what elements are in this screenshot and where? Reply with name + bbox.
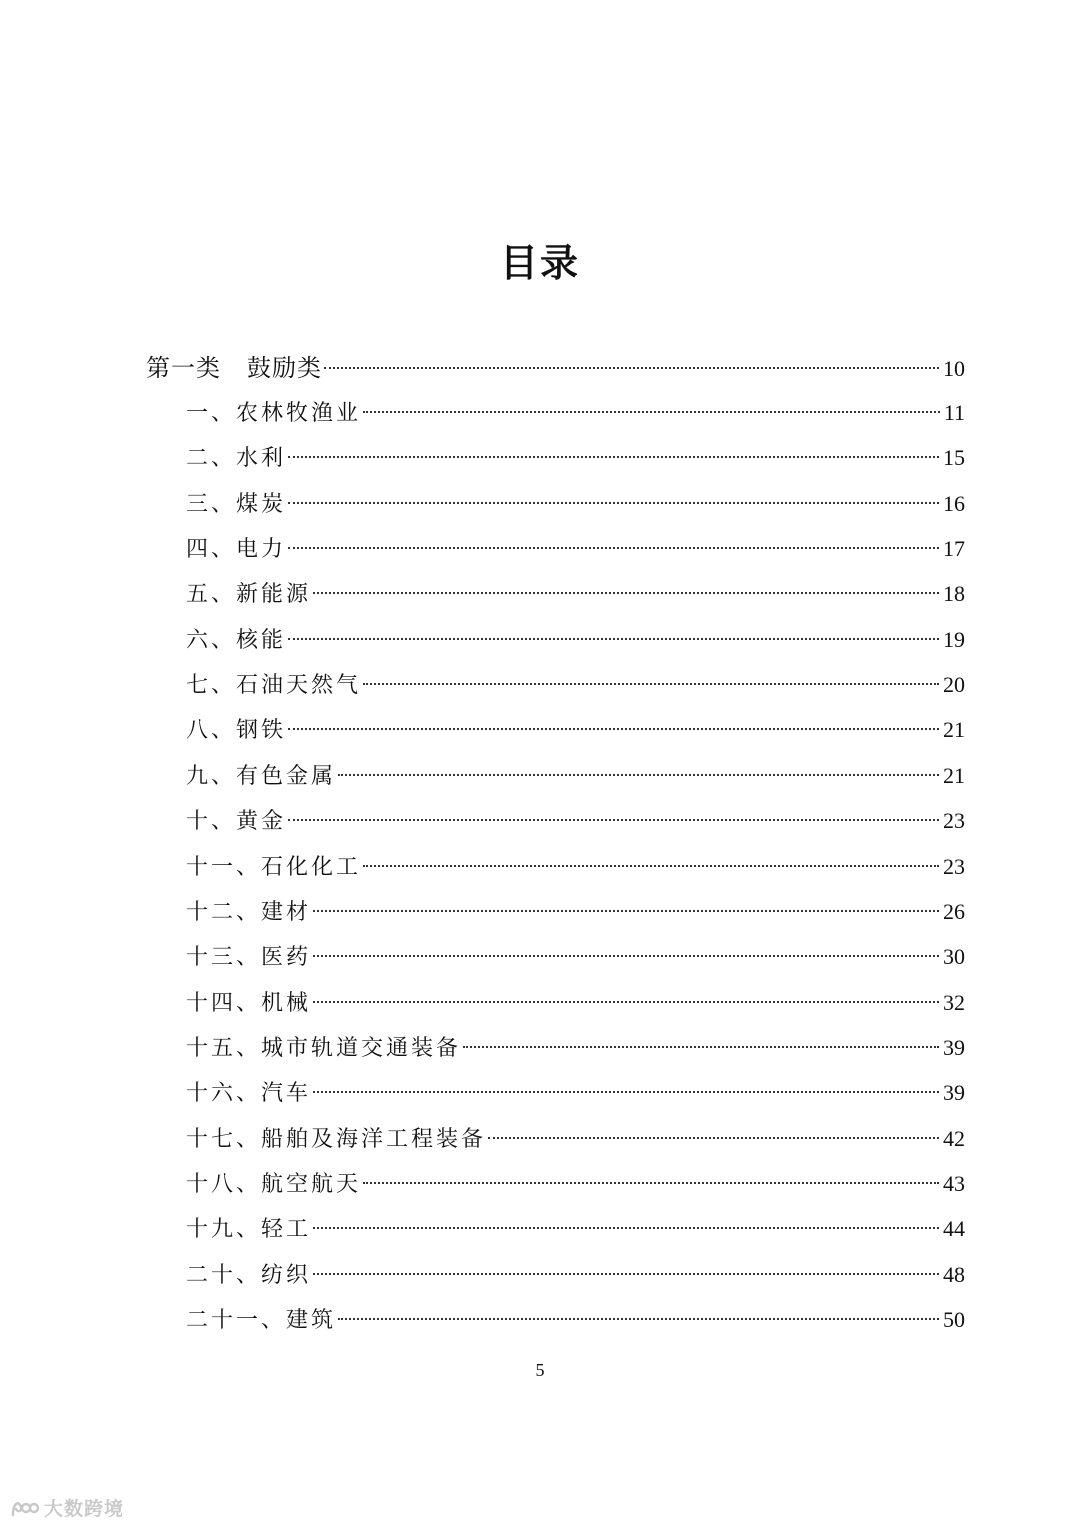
toc-item-row[interactable]	[186, 1257, 965, 1293]
toc-item-page: 19	[943, 626, 965, 652]
toc-item-page: 42	[943, 1125, 965, 1151]
toc-dot-leader	[313, 1001, 939, 1003]
toc-item-row[interactable]	[186, 1302, 965, 1338]
toc-item-row[interactable]	[186, 1030, 965, 1066]
toc-dot-leader	[288, 456, 939, 458]
toc-dot-leader	[313, 592, 939, 594]
toc-item-label: 九、有色金属	[186, 763, 337, 789]
toc-item-label: 十四、机械	[186, 990, 312, 1016]
toc-heading-row[interactable]	[146, 350, 965, 386]
toc-dot-leader	[288, 547, 939, 549]
toc-item-page: 39	[943, 1080, 965, 1106]
toc-item-row[interactable]	[186, 576, 965, 612]
toc-item-page: 16	[943, 490, 965, 516]
toc-dot-leader	[313, 955, 939, 957]
toc-item-row[interactable]	[186, 1166, 965, 1202]
toc-item-row[interactable]	[186, 894, 965, 930]
toc-item-label: 八、钢铁	[186, 718, 287, 744]
toc-item-page: 50	[943, 1307, 965, 1332]
toc-item-row[interactable]	[186, 440, 965, 476]
toc-item-page: 39	[943, 1034, 965, 1060]
toc-heading-part: 第一类	[146, 354, 221, 382]
toc-dot-leader	[324, 367, 939, 369]
toc-item-row[interactable]	[186, 849, 965, 885]
watermark	[10, 1494, 124, 1521]
toc-item-label: 十七、船舶及海洋工程装备	[186, 1126, 487, 1152]
toc-dot-leader	[288, 502, 939, 504]
toc-item-page: 15	[943, 445, 965, 471]
toc-heading-page: 10	[943, 356, 965, 381]
toc-item-row[interactable]	[186, 712, 965, 748]
toc-item-row[interactable]	[186, 803, 965, 839]
toc-item-label: 五、新能源	[186, 582, 312, 608]
toc-item-row[interactable]	[186, 1075, 965, 1111]
toc-item-page: 32	[943, 989, 965, 1015]
toc-item-label: 二、水利	[186, 446, 287, 472]
toc-item-row[interactable]	[186, 939, 965, 975]
toc-item-label: 十三、医药	[186, 945, 312, 971]
toc-item-row[interactable]	[186, 758, 965, 794]
toc-dot-leader	[313, 1227, 939, 1229]
toc-heading-name: 鼓励类	[247, 354, 322, 382]
toc-dot-leader	[313, 1273, 939, 1275]
toc-item-page: 11	[943, 400, 965, 425]
toc-item-label: 十、黄金	[186, 809, 287, 835]
toc-item-label: 十一、石化化工	[186, 854, 362, 880]
toc-item-row[interactable]	[186, 667, 965, 703]
toc-item-row[interactable]	[186, 622, 965, 658]
toc-item-row[interactable]	[186, 395, 965, 431]
toc-item-label: 十二、建材	[186, 899, 312, 925]
toc-item-label: 二十、纺织	[186, 1262, 312, 1288]
toc-item-row[interactable]	[186, 1211, 965, 1247]
toc-dot-leader	[338, 1318, 939, 1320]
toc-item-page: 21	[943, 717, 965, 743]
page-number: 5	[535, 1360, 545, 1380]
toc-item-page: 44	[943, 1216, 965, 1242]
toc-dot-leader	[288, 819, 939, 821]
toc-item-label: 三、煤炭	[186, 491, 287, 517]
toc-dot-leader	[313, 1091, 939, 1093]
toc-item-page: 20	[943, 672, 965, 698]
toc-item-row[interactable]	[186, 531, 965, 567]
page-title: 目录	[499, 241, 580, 285]
toc-dot-leader	[463, 1046, 939, 1048]
toc-heading-label	[146, 350, 322, 386]
toc-item-page: 30	[943, 944, 965, 970]
toc-item-label: 四、电力	[186, 537, 287, 563]
toc-item-row[interactable]	[186, 985, 965, 1021]
toc-dot-leader	[338, 774, 939, 776]
toc-item-label: 十五、城市轨道交通装备	[186, 1035, 462, 1061]
toc-item-page: 17	[943, 536, 965, 562]
toc-item-label: 十九、轻工	[186, 1217, 312, 1243]
toc-item-page: 26	[943, 898, 965, 924]
toc-dot-leader	[363, 865, 939, 867]
toc-dot-leader	[288, 728, 939, 730]
toc-item-label: 十八、航空航天	[186, 1171, 362, 1197]
toc-dot-leader	[363, 1182, 939, 1184]
toc-dot-leader	[313, 910, 939, 912]
toc-item-label: 七、石油天然气	[186, 673, 362, 699]
toc-item-page: 23	[943, 853, 965, 879]
toc-dot-leader	[288, 638, 939, 640]
toc-item-label: 六、核能	[186, 627, 287, 653]
toc-item-label: 十六、汽车	[186, 1081, 312, 1107]
toc-item-label: 二十一、建筑	[186, 1308, 337, 1333]
toc-item-page: 23	[943, 808, 965, 834]
toc-dot-leader	[363, 683, 939, 685]
toc-item-page: 48	[943, 1261, 965, 1287]
toc-dot-leader	[363, 411, 940, 413]
watermark-text: 大数跨境	[44, 1498, 125, 1520]
toc-item-page: 43	[943, 1170, 965, 1196]
toc-dot-leader	[488, 1137, 939, 1139]
toc-item-label: 一、农林牧渔业	[186, 401, 362, 426]
toc-item-page: 21	[943, 762, 965, 788]
brand-logo-icon	[10, 1497, 40, 1519]
toc-item-row[interactable]	[186, 1121, 965, 1157]
toc-item-row[interactable]	[186, 486, 965, 522]
toc-item-page: 18	[943, 581, 965, 607]
